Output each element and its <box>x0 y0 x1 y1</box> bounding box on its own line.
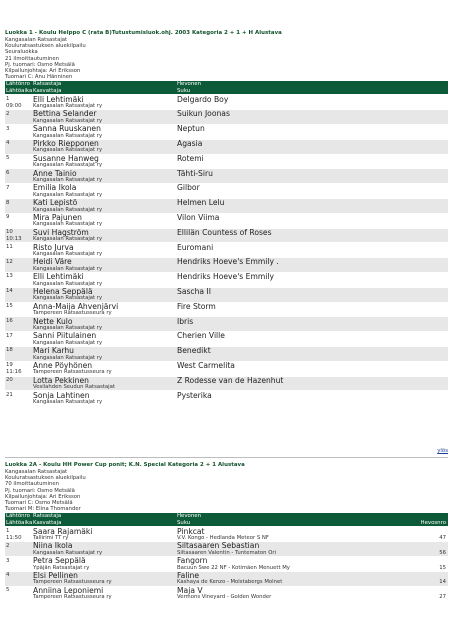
horse-name: Suikun Joonas <box>177 109 230 119</box>
horse-number: 56 <box>439 549 446 556</box>
start-number: 21 <box>6 391 13 398</box>
class-meta-line: Kouluratsastuksen aluekilpailu <box>5 475 86 482</box>
start-number: 4 <box>6 140 10 147</box>
table-row <box>5 316 448 331</box>
rider-club: Ypäjän Ratsastajat ry <box>33 564 90 571</box>
rider-name: Elsi Pellinen <box>33 571 78 581</box>
rider-name: Saara Rajamäki <box>33 526 93 536</box>
rider-name: Sanna Ruuskanen <box>33 124 101 134</box>
class-meta-line: Kouluratsastuksen aluekilpailu <box>5 43 86 50</box>
class-meta-line: Tuomari C: Anu Hänninen <box>5 74 73 81</box>
header-breeder: Kasvattaja <box>33 87 62 94</box>
horse-name: Ellilän Countess of Roses <box>177 227 272 237</box>
table-row <box>5 109 448 124</box>
start-number: 4 <box>6 572 10 579</box>
rider-name: Sanni Piitulainen <box>33 331 97 341</box>
horse-name: West Carmelita <box>177 360 235 370</box>
rider-club: Kangasalan Ratsastajat ry <box>33 339 103 346</box>
class-meta-line: Pj. tuomari: Osmo Metsälä <box>5 61 75 68</box>
class-2a-rows <box>5 526 448 600</box>
rider-name: Sonja Lahtinen <box>33 390 90 400</box>
start-time: 10:13 <box>6 236 22 243</box>
table-row <box>5 390 448 405</box>
start-list-page <box>5 0 448 640</box>
class-meta-line: Kilpailunjohtaja: Ari Eriksson <box>5 493 81 500</box>
class-1-table-header <box>5 81 448 94</box>
table-row <box>5 154 448 169</box>
start-number: 10 <box>6 229 13 236</box>
header-start-number: Lähtönro <box>6 81 30 88</box>
horse-pedigree: Vermons Vineyard - Golden Wonder <box>177 594 272 601</box>
table-row <box>5 168 448 183</box>
class-2a-section <box>5 461 448 600</box>
class-1-title: Luokka 1 - Koulu Helppo C (rata B)Tutustumisluok.ohj. 2003 Kategoria 2 + 1 + H Alustava <box>5 30 282 36</box>
horse-name: Cherien Ville <box>177 331 225 341</box>
table-row <box>5 361 448 376</box>
class-1-rows <box>5 94 448 405</box>
horse-name: Ibris <box>177 316 194 326</box>
horse-name: Z Rodesse van de Hazenhut <box>177 375 284 385</box>
table-row <box>5 257 448 272</box>
table-row <box>5 376 448 391</box>
rider-club: Tallirimi TT ry <box>33 535 69 542</box>
start-number: 3 <box>6 125 10 132</box>
horse-name: Fangorn <box>177 556 208 566</box>
header-horse: Hevonen <box>177 81 202 88</box>
rider-name: Anne Pöyhönen <box>33 360 93 370</box>
table-row <box>5 541 448 556</box>
horse-number: 47 <box>439 535 446 542</box>
rider-club: Kangasalan Ratsastajat ry <box>33 398 103 405</box>
rider-name: Niina Ikola <box>33 541 73 551</box>
table-row <box>5 586 448 601</box>
back-to-top-link[interactable]: ylös <box>437 448 448 454</box>
horse-name: Gilbor <box>177 183 200 193</box>
horse-name: Siltasaaren Sebastian <box>177 541 260 551</box>
class-meta-line: Kangasalan Ratsastajat <box>5 469 68 475</box>
rider-club: Kangasalan Ratsastajat ry <box>33 117 103 124</box>
start-number: 8 <box>6 199 10 206</box>
rider-name: Elli Lehtimäki <box>33 272 84 282</box>
start-number: 12 <box>6 258 13 265</box>
table-row <box>5 198 448 213</box>
header-start-time: Lähtöaika <box>6 519 33 526</box>
rider-name: Pirkko Riepponen <box>33 139 99 149</box>
horse-name: Delgardo Boy <box>177 94 229 104</box>
table-row <box>5 556 448 571</box>
horse-name: Hendriks Hoeve's Emmily . <box>177 257 279 267</box>
table-row <box>5 183 448 198</box>
rider-name: Suvi Hagström <box>33 227 89 237</box>
rider-club: Kangasalan Ratsastajat ry <box>33 206 103 213</box>
class-2a-meta <box>5 469 448 512</box>
start-number: 11 <box>6 243 13 250</box>
table-row <box>5 302 448 317</box>
header-rider: Ratsastaja <box>33 513 62 520</box>
horse-name: Benedikt <box>177 346 211 356</box>
rider-club: Tampereen Ratsastusseura ry <box>33 369 112 376</box>
start-number: 18 <box>6 347 13 354</box>
horse-name: Vilon Viima <box>177 213 220 222</box>
rider-club: Kangasalan Ratsastajat ry <box>33 177 103 183</box>
table-row <box>5 94 448 109</box>
class-meta-line: Tuomari C: Osmo Metsälä <box>5 500 73 507</box>
start-number: 1 <box>6 527 10 534</box>
horse-number: 27 <box>439 594 446 601</box>
start-number: 17 <box>6 332 13 339</box>
start-number: 13 <box>6 273 13 280</box>
table-row <box>5 228 448 243</box>
start-number: 19 <box>6 362 13 369</box>
rider-name: Anniina Leponiemi <box>33 585 104 595</box>
class-1-section <box>5 29 448 405</box>
rider-club: Kangasalan Ratsastajat ry <box>33 103 103 110</box>
header-rider: Ratsastaja <box>33 81 62 88</box>
rider-name: Risto Jurva <box>33 242 74 252</box>
class-2a-title: Luokka 2A - Koulu HH Power Cup ponit; K.N. Special Kategoria 2 + 1 Alustava <box>5 462 245 468</box>
rider-club: Kangasalan Ratsastajat ry <box>33 280 103 287</box>
header-horse-number: Hevosnro <box>420 519 446 526</box>
start-number: 5 <box>6 155 10 162</box>
table-row <box>5 124 448 139</box>
horse-name: Maja V <box>177 585 203 595</box>
rider-club: Kangasalan Ratsastajat ry <box>33 324 103 331</box>
start-number: 16 <box>6 317 13 324</box>
class-2a-table-header <box>5 513 448 526</box>
horse-pedigree: Bacuun Swe 22 NF - Kotimäen Menuett My <box>177 564 290 571</box>
header-breeder: Kasvattaja <box>33 519 62 526</box>
rider-name: Lotta Pekkinen <box>33 375 89 385</box>
class-meta-line: Kilpailunjohtaja: Ari Eriksson <box>5 68 81 75</box>
rider-club: Kangasalan Ratsastajat ry <box>33 250 103 257</box>
class-meta-line: 21 ilmoittautuminen <box>5 55 60 62</box>
rider-name: Anne Tainio <box>33 168 77 178</box>
horse-name: Neptun <box>177 124 205 134</box>
rider-name: Mari Karhu <box>33 346 74 356</box>
rider-club: Kangasalan Ratsastajat ry <box>33 549 103 556</box>
table-row <box>5 346 448 361</box>
rider-name: Nette Kulo <box>33 316 73 326</box>
rider-club: Kangasalan Ratsastajat ry <box>33 221 103 228</box>
section-divider <box>5 457 448 458</box>
rider-name: Mira Pajunen <box>33 213 82 222</box>
start-number: 1 <box>6 95 10 102</box>
table-row <box>5 571 448 586</box>
rider-club: Kangasalan Ratsastajat ry <box>33 191 103 198</box>
horse-name: Pysterika <box>177 390 212 400</box>
rider-club: Vesilahden Seudun Ratsastajat <box>33 384 115 391</box>
rider-name: Elli Lehtimäki <box>33 94 84 104</box>
class-meta-line: 70 ilmoittautuminen <box>5 481 60 488</box>
start-number: 15 <box>6 303 13 310</box>
rider-club: Kangasalan Ratsastajat ry <box>33 147 103 154</box>
header-start-time: Lähtöaika <box>6 87 33 94</box>
horse-number: 14 <box>439 579 446 586</box>
horse-name: Agasia <box>177 139 203 149</box>
rider-name: Susanne Hanweg <box>33 153 99 163</box>
rider-name: Heidi Väre <box>33 257 72 267</box>
start-time: 11:50 <box>6 535 22 542</box>
horse-name: Fire Storm <box>177 301 216 311</box>
horse-name: Euromani <box>177 242 214 252</box>
table-row <box>5 242 448 257</box>
rider-name: Emilia Ikola <box>33 183 77 193</box>
header-pedigree: Suku <box>177 519 191 526</box>
rider-name: Helena Seppälä <box>33 286 93 296</box>
header-start-number: Lähtönro <box>6 513 30 520</box>
rider-name: Petra Seppälä <box>33 556 86 566</box>
start-number: 6 <box>6 169 10 176</box>
start-number: 3 <box>6 557 10 564</box>
horse-name: Hendriks Hoeve's Emmily <box>177 272 274 282</box>
table-row <box>5 213 448 228</box>
class-meta-line: Tuomari M: Elina Thomander <box>5 506 81 513</box>
table-row <box>5 287 448 302</box>
rider-club: Kangasalan Ratsastajat ry <box>33 132 103 139</box>
class-meta-line: Seuraluokka <box>5 49 38 56</box>
rider-name: Anna-Maija Ahvenjärvi <box>33 301 119 311</box>
start-time: 11:16 <box>6 369 22 376</box>
start-number: 9 <box>6 214 10 221</box>
horse-name: Pinkcat <box>177 526 205 536</box>
header-horse: Hevonen <box>177 513 202 520</box>
start-number: 5 <box>6 587 10 594</box>
start-number: 2 <box>6 110 10 117</box>
table-row <box>5 526 448 541</box>
table-row <box>5 139 448 154</box>
header-pedigree: Suku <box>177 87 191 94</box>
start-time: 09:00 <box>6 103 22 110</box>
start-number: 14 <box>6 288 13 295</box>
rider-club: Kangasalan Ratsastajat ry <box>33 265 103 272</box>
horse-name: Tähti-Siru <box>177 168 213 178</box>
rider-club: Kangasalan Ratsastajat ry <box>33 295 103 302</box>
class-1-meta <box>5 37 448 80</box>
start-number: 2 <box>6 542 10 549</box>
table-row <box>5 331 448 346</box>
start-number: 7 <box>6 184 10 191</box>
rider-club: Kangasalan Ratsastajat ry <box>33 162 103 169</box>
horse-pedigree: Kashaya de Kenzo - Molstabergs Molnet <box>177 579 283 586</box>
rider-name: Kati Lepistö <box>33 198 78 208</box>
horse-name: Sascha II <box>177 286 211 296</box>
class-meta-line: Pj. tuomari: Osmo Metsälä <box>5 487 75 494</box>
horse-name: Faline <box>177 571 200 581</box>
rider-club: Tampereen Ratsastusseura ry <box>33 310 112 317</box>
horse-name: Rotemi <box>177 153 204 163</box>
horse-pedigree: Siltasaaren Valentin - Tuntematon Ori <box>177 549 277 556</box>
rider-club: Kangasalan Ratsastajat ry <box>33 354 103 361</box>
rider-club: Tampereen Ratsastusseura ry <box>33 579 112 586</box>
rider-name: Bettina Selander <box>33 109 97 119</box>
horse-name: Helmen Lelu <box>177 198 225 208</box>
rider-club: Tampereen Ratsastusseura ry <box>33 594 112 601</box>
horse-number: 15 <box>439 564 446 571</box>
class-meta-line: Kangasalan Ratsastajat <box>5 37 68 43</box>
table-row <box>5 272 448 287</box>
horse-pedigree: V.V. Kongo - Hedlanda Meteor S NF <box>177 535 269 542</box>
rider-club: Kangasalan Ratsastajat ry <box>33 236 103 243</box>
start-number: 20 <box>6 377 13 384</box>
